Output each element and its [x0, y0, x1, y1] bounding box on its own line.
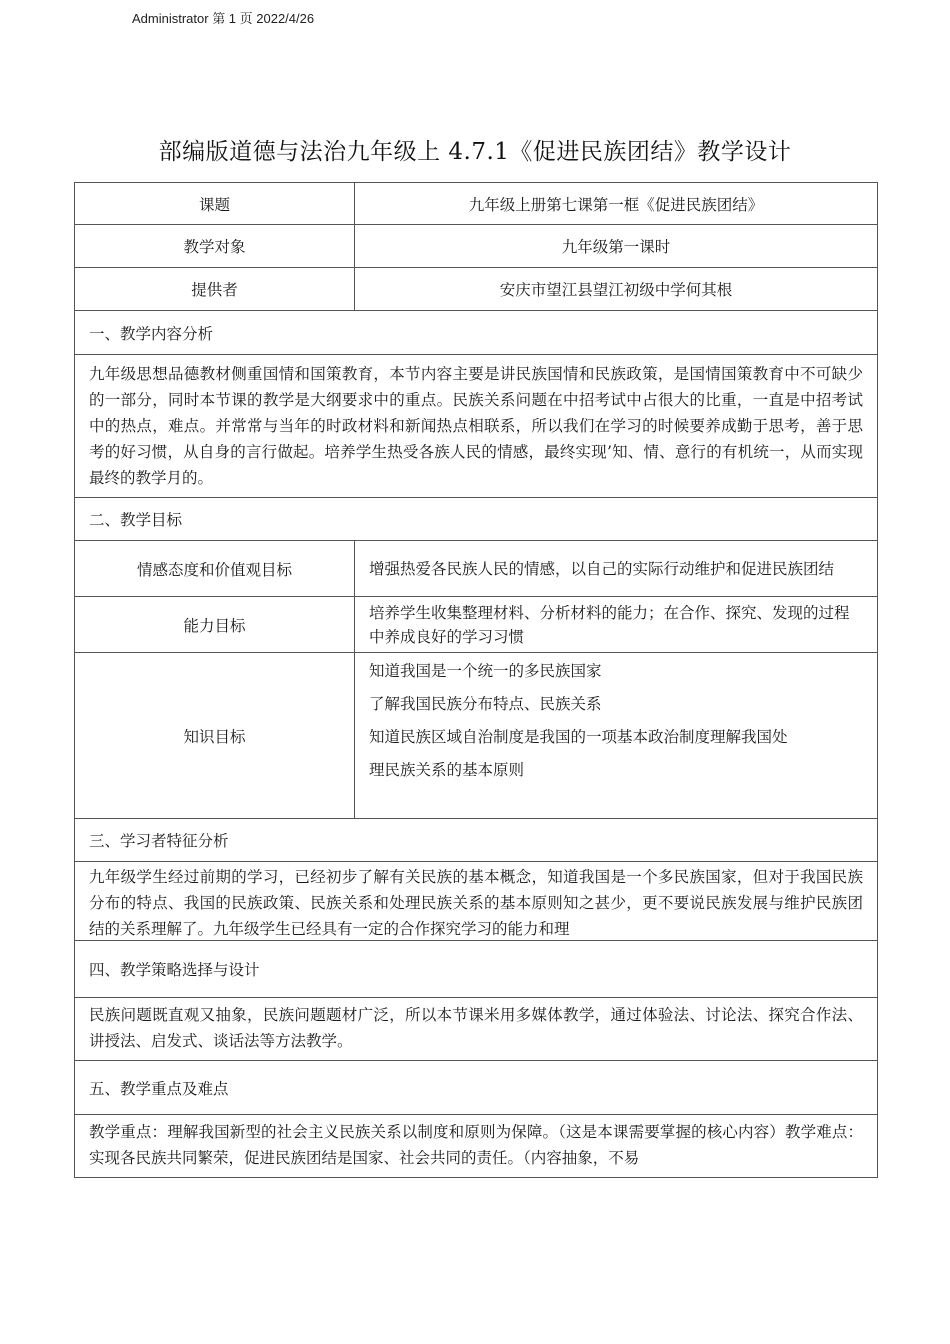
emotion-goal-label: 情感态度和价值观目标 — [75, 541, 355, 597]
audience-value: 九年级第一课时 — [355, 225, 878, 268]
goal-row-ability — [75, 597, 878, 653]
provider-label: 提供者 — [75, 268, 355, 311]
section-heading-learner-analysis: 三、学习者特征分析 — [75, 819, 878, 862]
knowledge-goal-item: 理民族关系的基本原则 — [369, 761, 525, 779]
topic-label: 课题 — [75, 183, 355, 225]
section-heading-strategy: 四、教学策略选择与设计 — [75, 941, 878, 998]
emotion-goal-text: 增强热爱各民族人民的情感，以自己的实际行动维护和促进民族团结 — [355, 541, 878, 597]
section-heading-key-points: 五、教学重点及难点 — [75, 1061, 878, 1115]
info-row-provider — [75, 268, 878, 311]
info-row-audience — [75, 225, 878, 268]
knowledge-goal-list — [355, 653, 878, 819]
goal-row-emotion — [75, 541, 878, 597]
document-title: 部编版道德与法治九年级上 4.7.1《促进民族团结》教学设计 — [158, 139, 792, 165]
key-points-cell — [75, 1115, 878, 1178]
knowledge-goal-item: 知道民族区域自治制度是我国的一项基本政治制度理解我国处 — [369, 728, 788, 746]
key-points-text: 教学重点：理解我国新型的社会主义民族关系以制度和原则为保障。（这是本课需要掌握的核心内容）教学难点：实现各民族共同繁荣，促进民族团结是国家、社会共同的责任。（内容抽象，不易 — [89, 1123, 863, 1167]
audience-label: 教学对象 — [75, 225, 355, 268]
ability-goal-label: 能力目标 — [75, 597, 355, 653]
lesson-plan-table — [74, 182, 878, 1178]
page-header: Administrator 第 1 页 2022/4/26 — [132, 11, 315, 26]
ability-goal-text: 培养学生收集整理材料、分析材料的能力；在合作、探究、发现的过程中养成良好的学习习惯 — [355, 597, 878, 653]
knowledge-goal-item: 了解我国民族分布特点、民族关系 — [369, 695, 602, 713]
knowledge-goal-label: 知识目标 — [75, 653, 355, 819]
goal-row-knowledge — [75, 653, 878, 819]
topic-value: 九年级上册第七课第一框《促进民族团结》 — [355, 183, 878, 225]
section-heading-goals: 二、教学目标 — [75, 498, 878, 541]
info-row-topic — [75, 183, 878, 225]
learner-analysis-cell — [75, 862, 878, 941]
learner-analysis-text: 九年级学生经过前期的学习，已经初步了解有关民族的基本概念，知道我国是一个多民族国家，但对于我国民族分布的特点、我国的民族政策、民族关系和处理民族关系的基本原则知之甚少，更不要说民族发展与维护民族团结的关系理解了。九年级学生已经具有一定的合作探究学习的能力和理 — [89, 868, 863, 938]
strategy-text: 民族问题既直观又抽象，民族问题题材广泛，所以本节课米用多媒体教学，通过体验法、讨论法、探究合作法、讲授法、启发式、谈话法等方法教学。 — [75, 998, 878, 1061]
section-heading-content-analysis: 一、教学内容分析 — [75, 311, 878, 355]
knowledge-goal-item: 知道我国是一个统一的多民族国家 — [369, 662, 602, 680]
content-analysis-text: 九年级思想品德教材侧重国情和国策教育，本节内容主要是讲民族国情和民族政策，是国情国策教育中不可缺少的一部分，同时本节课的教学是大纲要求中的重点。民族关系问题在中招考试中占很大的比重，一直是中招考试中的热点，难点。并常常与当年的时政材料和新闻热点相联系，所以我们在学习的时候要养成勤于思考，善于思考的好习惯，从自身的言行做起。培养学生热受各族人民的情感，最终实现’知、情、意行的有机统一，从而实现最终的教学月的。 — [75, 355, 878, 498]
provider-value: 安庆市望江县望江初级中学何其根 — [355, 268, 878, 311]
